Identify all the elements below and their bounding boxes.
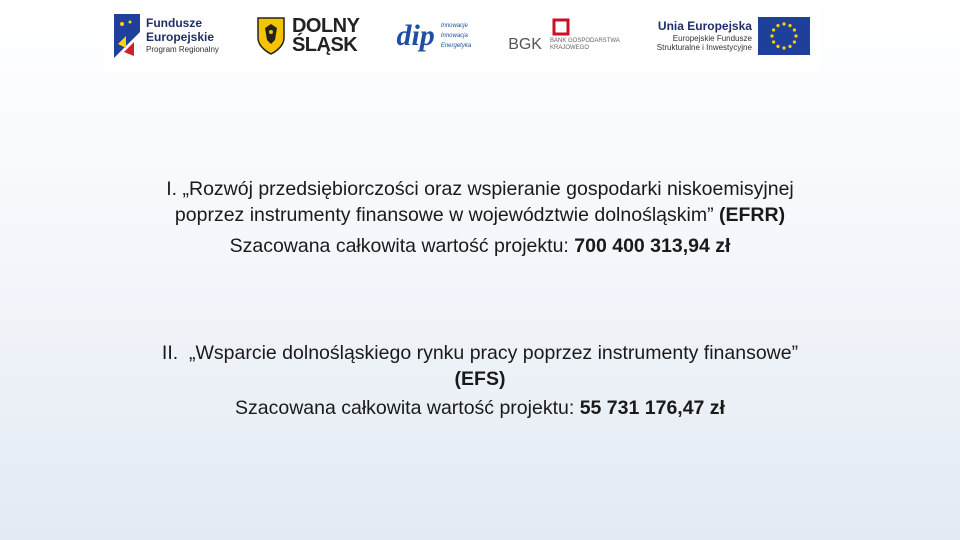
project-1-fund: (EFRR) <box>719 204 786 227</box>
ue-line1: Unia Europejska <box>657 18 752 33</box>
bgk-line1: BANK GOSPODARSTWA <box>549 37 620 44</box>
fundusze-line1: Fundusze <box>146 16 202 31</box>
dip-word-1: Innowacje <box>440 22 468 29</box>
project-1-title-line1: I. „Rozwój przedsiębiorczości oraz wspieranie gospodarki niskoemisyjnej <box>166 178 794 200</box>
project-2 <box>0 340 960 421</box>
logo-bar <box>104 0 820 72</box>
project-2-title-line1: II. „Wsparcie dolnośląskiego rynku pracy poprzez instrumenty finansowe” <box>161 342 799 364</box>
project-2-value <box>0 395 960 421</box>
dip-word-2: Innowacja <box>440 32 468 39</box>
dolny-slask-line2: ŚLĄSK <box>291 34 358 56</box>
project-1 <box>0 176 960 259</box>
ue-line3: Strukturalne i Inwestycyjne <box>656 42 752 52</box>
project-2-value-label: Szacowana całkowita wartość projektu: <box>235 396 580 419</box>
fundusze-line2: Europejskie <box>146 29 215 44</box>
project-2-title-line2 <box>0 366 960 392</box>
dip-word-3: Energetyka <box>440 43 472 50</box>
eu-flag-icon <box>758 17 810 55</box>
project-1-value-amount: 700 400 313,94 zł <box>574 234 731 257</box>
bgk-square-icon <box>552 18 570 36</box>
dip-mark: dip <box>396 19 435 52</box>
fundusze-line3: Program Regionalny <box>146 44 219 54</box>
project-1-value <box>0 233 960 259</box>
bgk-mark: BGK <box>508 36 542 53</box>
bgk-logo <box>508 18 620 54</box>
dolny-slask-line1: DOLNY <box>291 15 360 37</box>
project-1-title-line2-text: poprzez instrumenty finansowe w województwie dolnośląskim” <box>174 204 719 227</box>
project-2-value-amount: 55 731 176,47 zł <box>579 396 725 419</box>
ue-line2: Europejskie Fundusze <box>672 33 752 43</box>
dolny-slask-logo <box>256 16 360 56</box>
fundusze-europejskie-emblem-icon <box>114 14 140 58</box>
fundusze-europejskie-logo <box>114 14 219 58</box>
project-2-fund: (EFS) <box>454 368 506 391</box>
unia-europejska-logo <box>657 17 810 55</box>
coat-of-arms-icon <box>256 16 286 56</box>
project-1-title-line2 <box>0 202 960 228</box>
bgk-line2: KRAJOWEGO <box>549 45 589 51</box>
project-1-value-label: Szacowana całkowita wartość projektu: <box>229 234 575 257</box>
dip-logo <box>396 19 471 53</box>
